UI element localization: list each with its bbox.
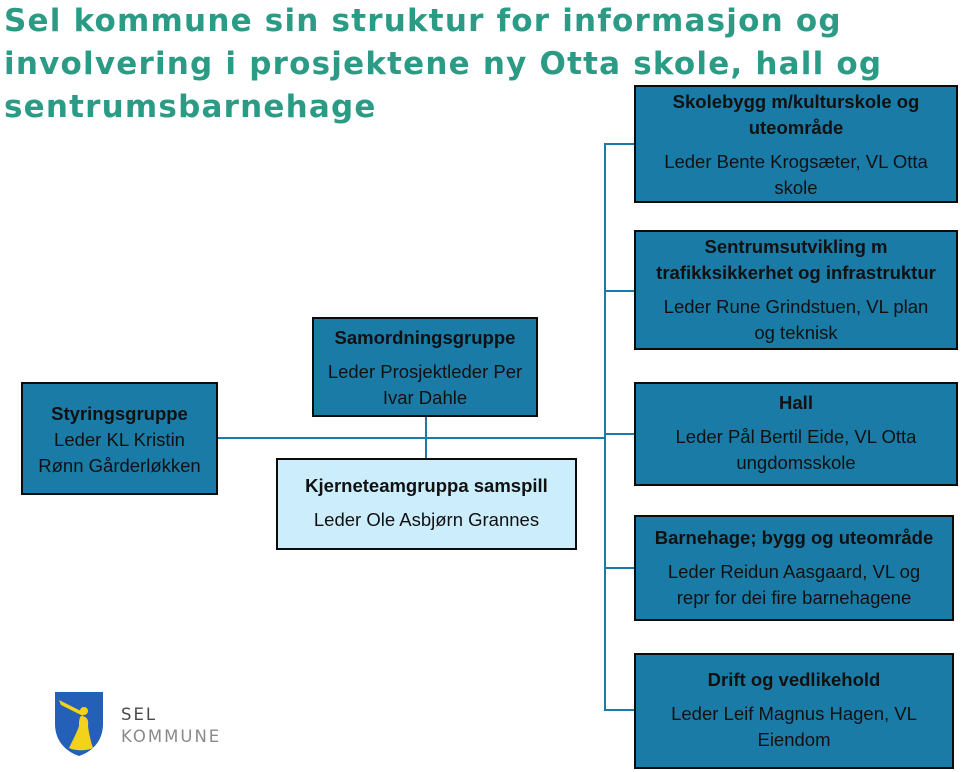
subgroup-heading-line-2: uteområde (748, 117, 844, 138)
subgroup-leader-line-1: Leder Rune Grindstuen, VL plan (663, 296, 929, 317)
connector-branch-1 (604, 143, 636, 145)
title-line-3: sentrumsbarnehage (4, 89, 377, 125)
connector-branch-4 (604, 567, 636, 569)
kjerneteam-heading: Kjerneteamgruppa samspill (305, 475, 548, 496)
connector-branch-5 (604, 709, 636, 711)
subgroup-heading-line-1: Sentrumsutvikling m (704, 236, 888, 257)
logo-line-1: SEL (121, 705, 158, 724)
styringsgruppe-heading: Styringsgruppe (51, 403, 188, 424)
title-line-2: involvering i prosjektene ny Otta skole, hall og (4, 46, 883, 82)
sel-kommune-wordmark (121, 704, 221, 748)
subgroup-heading-line-1: Drift og vedlikehold (707, 669, 881, 690)
subgroup-barnehage-box (634, 515, 954, 621)
samordningsgruppe-leader-line-2: Ivar Dahle (382, 387, 468, 408)
connector-styring-to-spine (218, 437, 606, 439)
subgroup-leader-line-1: Leder Leif Magnus Hagen, VL (671, 703, 917, 724)
subgroup-heading-line-1: Barnehage; bygg og uteområde (654, 527, 934, 548)
subgroup-heading-line-1: Hall (779, 392, 813, 413)
logo-line-2: KOMMUNE (121, 727, 222, 746)
styringsgruppe-leader-line-1: Leder KL Kristin (54, 429, 185, 450)
connector-spine-vertical (604, 143, 606, 711)
subgroup-heading-line-2: trafikksikkerhet og infrastruktur (656, 262, 936, 283)
samordningsgruppe-box (312, 317, 538, 417)
styringsgruppe-leader-line-2: Rønn Gårderløkken (38, 455, 201, 476)
subgroup-skolebygg-box (634, 85, 958, 203)
subgroup-leader-line-2: Eiendom (757, 729, 831, 750)
connector-branch-2 (604, 290, 636, 292)
connector-samordning-down (425, 417, 427, 459)
subgroup-leader-line-2: ungdomsskole (736, 452, 856, 473)
subgroup-leader-line-1: Leder Reidun Aasgaard, VL og (667, 561, 921, 582)
kjerneteam-box (276, 458, 577, 550)
title-line-1: Sel kommune sin struktur for informasjon og (4, 3, 842, 39)
subgroup-leader-line-2: repr for dei fire barnehagene (676, 587, 912, 608)
figure-head (80, 707, 88, 715)
subgroup-leader-line-2: skole (774, 177, 818, 198)
subgroup-leader-line-1: Leder Bente Krogsæter, VL Otta (664, 151, 928, 172)
subgroup-drift-box (634, 653, 954, 769)
connector-branch-3 (604, 433, 636, 435)
kjerneteam-leader: Leder Ole Asbjørn Grannes (313, 509, 540, 530)
subgroup-hall-box (634, 382, 958, 486)
styringsgruppe-box (21, 382, 218, 495)
subgroup-sentrumsutvikling-box (634, 230, 958, 350)
samordningsgruppe-heading: Samordningsgruppe (334, 327, 516, 348)
subgroup-leader-line-2: og teknisk (754, 322, 838, 343)
subgroup-heading-line-1: Skolebygg m/kulturskole og (672, 91, 920, 112)
subgroup-leader-line-1: Leder Pål Bertil Eide, VL Otta (675, 426, 917, 447)
sel-kommune-shield-icon (53, 690, 105, 758)
samordningsgruppe-leader-line-1: Leder Prosjektleder Per (327, 361, 523, 382)
